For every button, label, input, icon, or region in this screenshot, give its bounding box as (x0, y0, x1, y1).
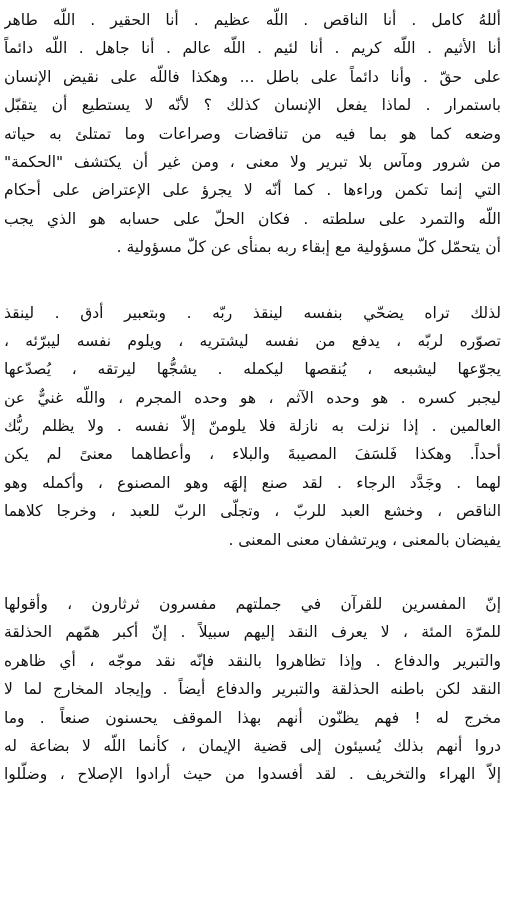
text-line: والتبرير والدفاع . وإذا تظاهروا بالنقد فإنّه نقد موجّه ، أي ظاهره (4, 651, 501, 670)
text-line: تصوّره لربّه ، يدفع من نفسه ليشتريه ، ويلوم نفسه ليبرّئه ، (4, 331, 501, 350)
text-line: النقد لكن باطنه الحذلقة والتبرير والدفاع أيضاً . وإيجاد المخارج لما لا (4, 680, 501, 699)
text-line: لذلك تراه يضحّي بنفسه لينقذ ربّه . وبتعبير أدق . لينقذ (4, 303, 501, 322)
text-line: أنا الأثيم . اللّه كريم . أنا لئيم . اللّه عالم . أنا جاهل . اللّه دائماً (4, 39, 501, 58)
text-line: من شرور ومآس بلا تبرير ولا معنى ، ومن غير أن يكتشف "الحكمة" (4, 152, 501, 171)
text-line: إنّ المفسرين للقرآن في جملتهم مفسرون ثرثارون ، وأقولها (4, 595, 501, 614)
text-line: التي إنما تكمن وراءها . كما أنّه لا يجرؤ على الإعتراض على أحكام (4, 181, 501, 200)
text-line: لهما . وجَدَّد الرجاء . لقد صنع إلهَه وهو المصنوع ، وأكمله وهو (4, 473, 501, 492)
text-line: العالمين . إذا نزلت به نازلة فلا يلومنّ إلاّ نفسه . ولا يظلم ربُّك (4, 417, 501, 436)
text-line: للمرّة المئة ، لا يعرف النقد إليهم سبيلاً . إنّ أكبر همّهم الحذلقة (4, 623, 501, 642)
text-line: باستمرار . لماذا يفعل الإنسان كذلك ؟ لأنّه لا يستطيع أن يتقبّل (4, 96, 501, 115)
paragraph-1 (4, 6, 501, 262)
text-line: الناقص ، وخشع العبد للربّ ، وتجلّى الربّ للعبد ، وخرجا كلاهما (4, 502, 501, 521)
text-line: ليجبر كسره . هو وحده الآثم ، هو وحده المجرم ، واللّه غنيٌّ عن (4, 388, 501, 407)
text-line: أحداً. وهكذا فَلسَفَ المصيبةَ والبلاء ، وأعطاهما معنىً لم يكن (4, 445, 501, 464)
paragraph-2 (4, 299, 501, 555)
text-line: إلاّ الهراء والتخريف . لقد أفسدوا من حيث أرادوا الإصلاح ، وضلّلوا (4, 765, 501, 784)
text-line: دروا أنهم بذلك يُسيئون إلى قضية الإيمان ، كأنما اللّه لا بضاعة له (4, 736, 501, 755)
text-line: مخرج له ! فهم يظنّون أنهم بهذا الموقف يحسنون صنعاً . وما (4, 708, 501, 727)
text-line: وضعه كما هو بما فيه من تناقضات وصراعات وما تمتلئ به حياته (4, 124, 501, 143)
text-line: يفيضان بالمعنى ، ويرتشفان معنى المعنى . (228, 530, 501, 549)
text-line: أللهُ كامل . أنا الناقص . اللّه عظيم . أنا الحقير . اللّه طاهر (4, 11, 501, 29)
text-line: أن يتحمّل كلّ مسؤولية مع إبقاء ربه بمنأى عن كلّ مسؤولية . (116, 238, 501, 257)
text-line: اللّه والتمرد على سلطته . فكان الحلّ على حسابه هو الذي يجب (4, 209, 501, 228)
text-line: يجوّعها ليشبعه ، يُنقصها ليكمله . يشجُّها ليرتقه ، يُصدّعها (4, 360, 501, 379)
text-line: على حقّ . وأنا دائماً على باطل ... وهكذا فاللّه على نقيض الإنسان (4, 67, 501, 86)
paragraph-3 (4, 590, 501, 789)
